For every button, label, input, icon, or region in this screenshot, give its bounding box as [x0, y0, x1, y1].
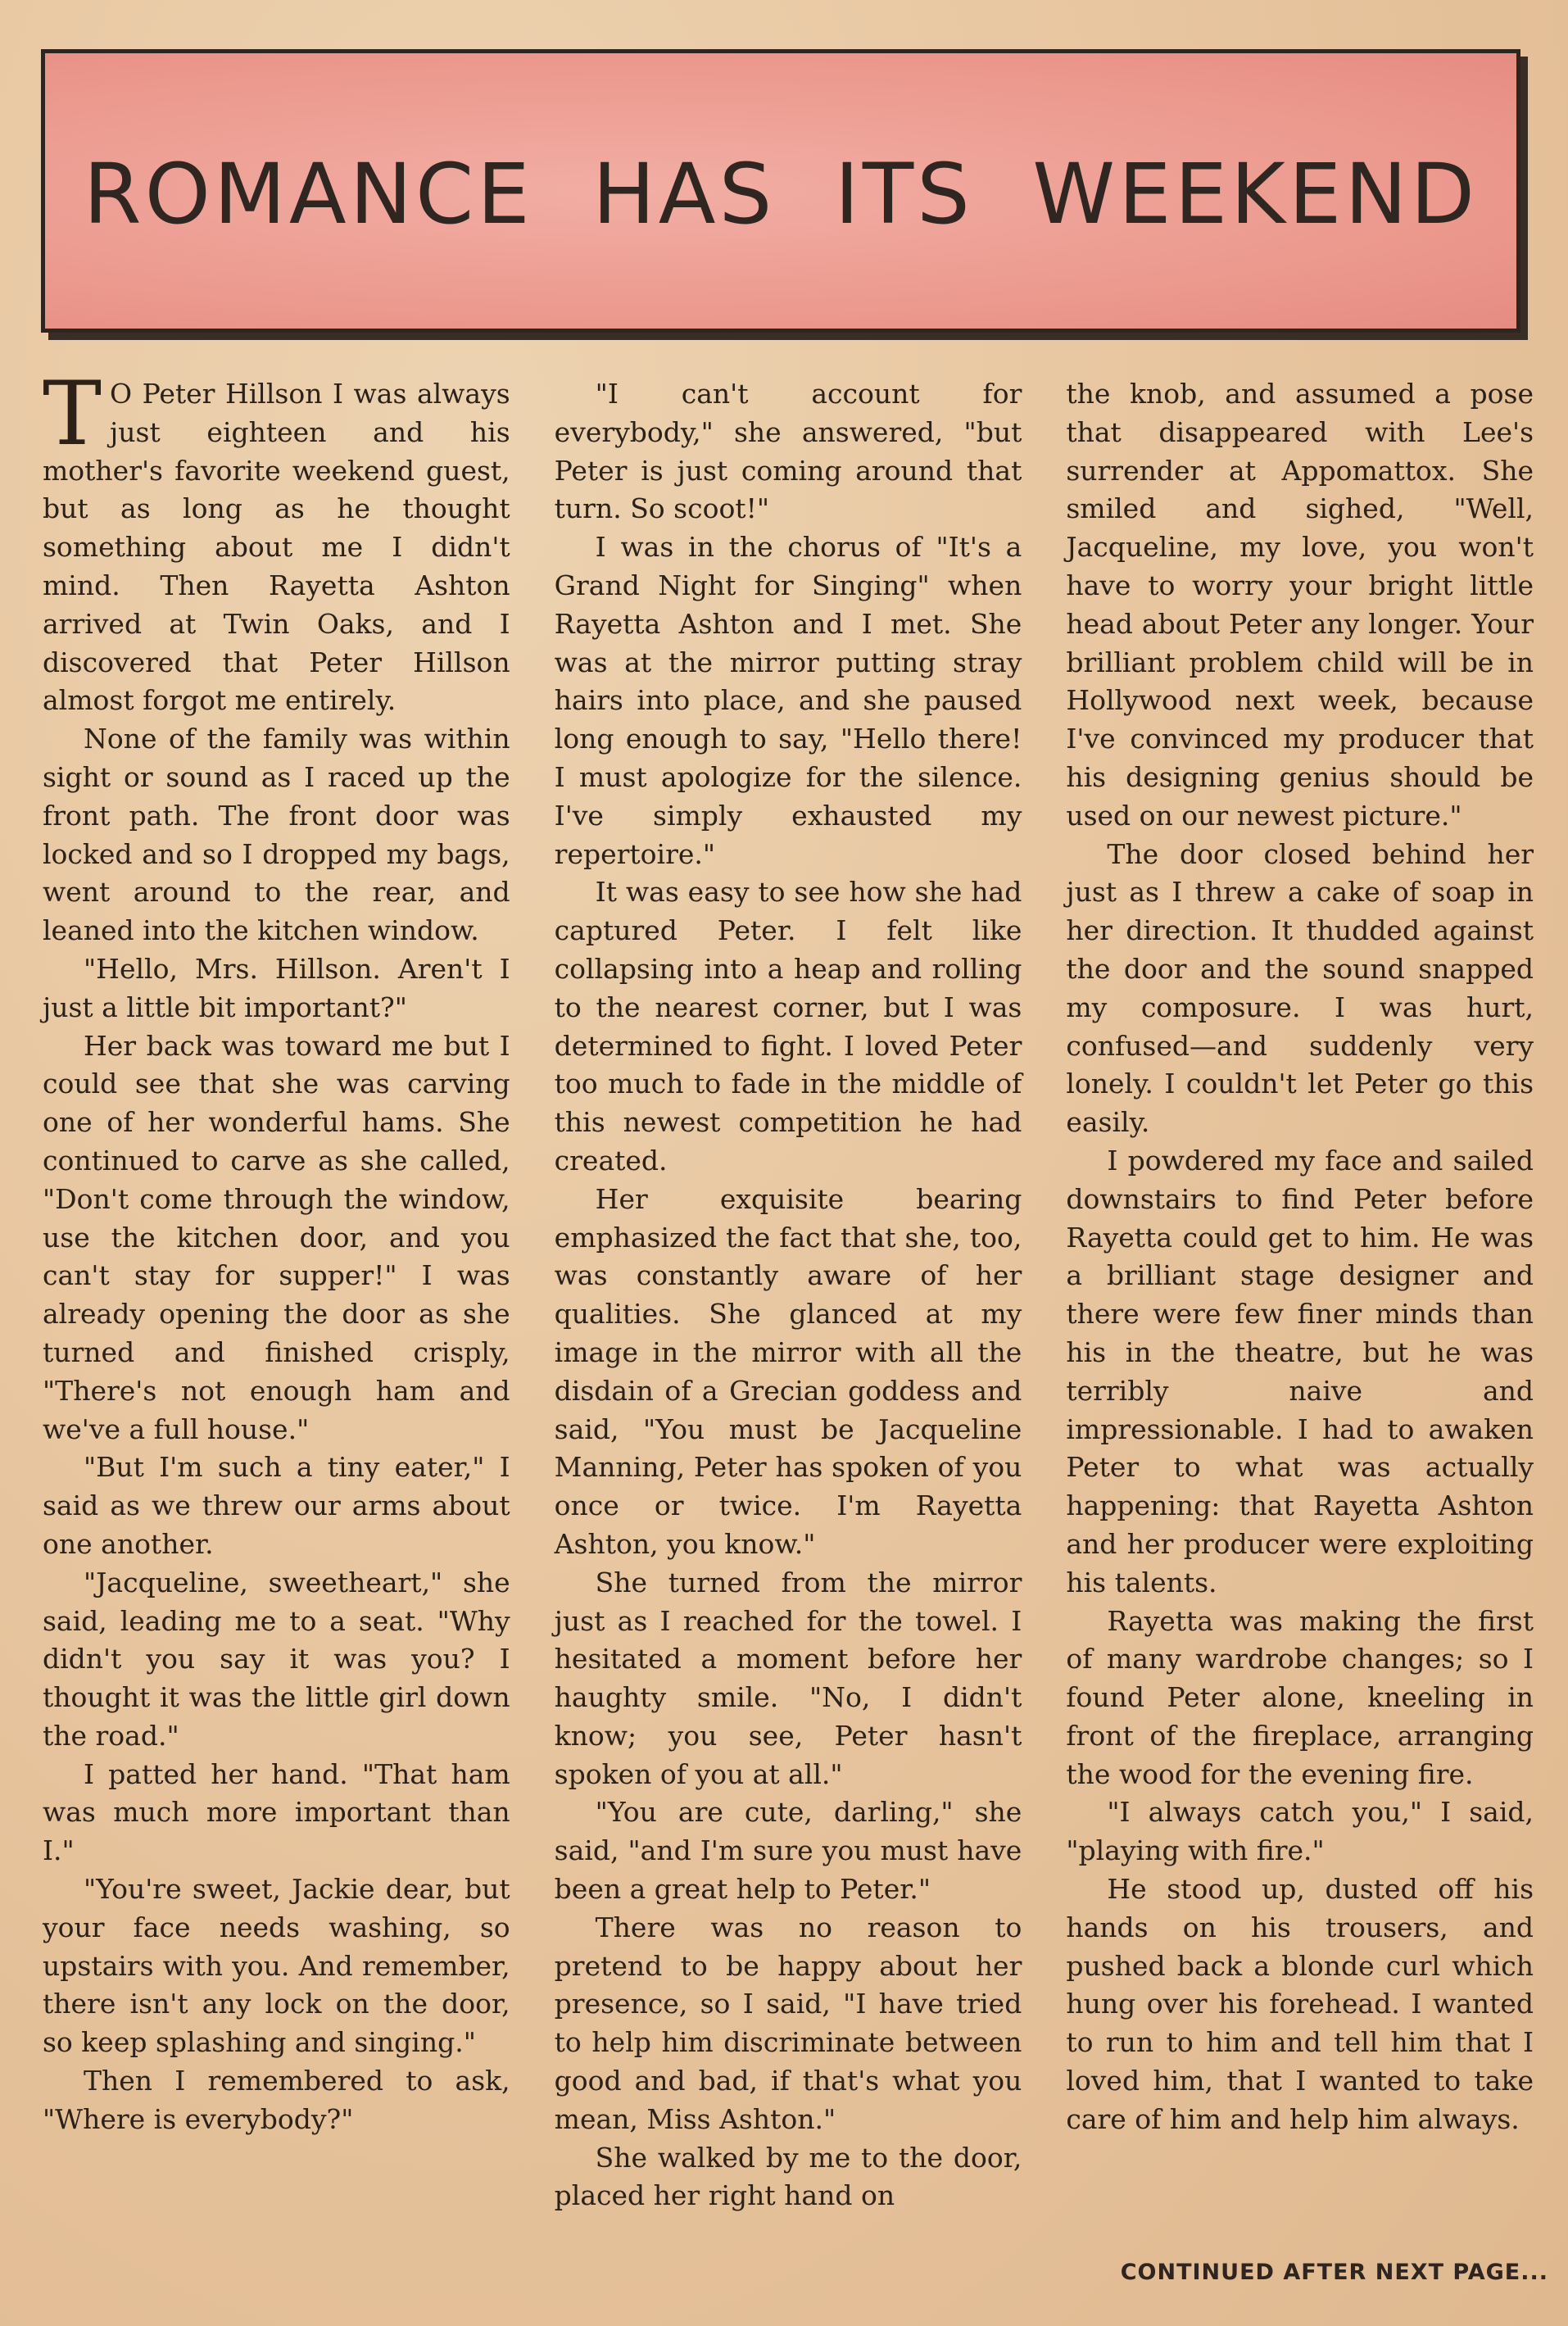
article-body	[43, 363, 1534, 2251]
paragraph: I was in the chorus of "It's a Grand Night for Singing" when Rayetta Ashton and I met. She was at the mirror putting stray hairs into place, and she paused long enough to say, "Hello there! I must apologize for the silence. I've simply exhausted my repertoire."	[554, 531, 1022, 870]
paragraph: I patted her hand. "That ham was much more important than I."	[43, 1757, 510, 1867]
paragraph: She turned from the mirror just as I reached for the towel. I hesitated a moment before her haughty smile. "No, I didn't know; you see, Peter hasn't spoken of you at all."	[554, 1566, 1022, 1790]
paragraph: None of the family was within sight or sound as I raced up the front path. The front door was locked and so I dropped my bags, went around to the rear, and leaned into the kitchen window.	[43, 723, 510, 947]
drop-cap: T	[43, 363, 102, 465]
paragraph: I powdered my face and sailed downstairs to find Peter before Rayetta could get to him. He was a brilliant stage designer and there were few finer minds than his in the theatre, but he was terribly naive and impressionable. I had to awaken Peter to what was actually happening: that Rayetta Ashton and her producer were exploiting his talents.	[1066, 1144, 1534, 1598]
paragraph: "You are cute, darling," she said, "and I'm sure you must have been a great help to Peter."	[554, 1796, 1022, 1906]
opening-paragraph	[43, 363, 510, 720]
paragraph: "But I'm such a tiny eater," I said as we threw our arms about one another.	[43, 1451, 510, 1560]
title-banner	[41, 49, 1520, 333]
opening-paragraph-text: O Peter Hillson I was always just eighteen and his mother's favorite weekend guest, but as long as he thought something about me I didn't mind. Then Rayetta Ashton arrived at Twin Oaks, and I discovered that Peter Hillson almost forgot me entirely.	[43, 378, 510, 717]
paragraph: It was easy to see how she had captured Peter. I felt like collapsing into a heap and rolling to the nearest corner, but I was determined to fight. I loved Peter too much to fade in the middle of this newest competition he had created.	[554, 876, 1022, 1177]
paragraph: Rayetta was making the first of many wardrobe changes; so I found Peter alone, kneeling in front of the fireplace, arranging the wood for the evening fire.	[1066, 1604, 1534, 1790]
story-title: ROMANCE HAS ITS WEEKEND	[83, 145, 1479, 243]
continued-notice: CONTINUED AFTER NEXT PAGE...	[1120, 2260, 1548, 2285]
paragraph: There was no reason to pretend to be happy about her presence, so I said, "I have tried to help him discriminate between good and bad, if that's what you mean, Miss Ashton."	[554, 1911, 1022, 2135]
paragraph: "Jacqueline, sweetheart," she said, leading me to a seat. "Why didn't you say it was you? I thought it was the little girl down the road."	[43, 1566, 510, 1752]
column-2	[555, 375, 1022, 2251]
paragraph: "I can't account for everybody," she answered, "but Peter is just coming around that turn. So scoot!"	[554, 378, 1022, 525]
paragraph: "I always catch you," I said, "playing with fire."	[1066, 1796, 1534, 1867]
paragraph: The door closed behind her just as I threw a cake of soap in her direction. It thudded against the door and the sound snapped my composure. I was hurt, confused—and suddenly very lonely. I couldn't let Peter go this easily.	[1066, 837, 1534, 1139]
paragraph: She walked by me to the door, placed her right hand on	[554, 2141, 1022, 2212]
continued-paragraph: the knob, and assumed a pose that disappeared with Lee's surrender at Appomattox. She smiled and sighed, "Well, Jacqueline, my love, you won't have to worry your bright little head about Peter any longer. Your brilliant problem child will be in Hollywood next week, because I've convinced my producer that his designing genius should be used on our newest picture."	[1066, 378, 1534, 832]
paragraph: Then I remembered to ask, "Where is everybody?"	[43, 2065, 510, 2135]
column-1	[43, 363, 510, 2251]
paragraph: "Hello, Mrs. Hillson. Aren't I just a little bit important?"	[43, 952, 510, 1023]
column-3	[1066, 375, 1534, 2251]
paragraph: Her exquisite bearing emphasized the fact that she, too, was constantly aware of her qualities. She glanced at my image in the mirror with all the disdain of a Grecian goddess and said, "You must be Jacqueline Manning, Peter has spoken of you once or twice. I'm Rayetta Ashton, you know."	[554, 1182, 1022, 1560]
paragraph: "You're sweet, Jackie dear, but your face needs washing, so upstairs with you. And remember, there isn't any lock on the door, so keep splashing and singing."	[43, 1873, 510, 2059]
paragraph: He stood up, dusted off his hands on his trousers, and pushed back a blonde curl which hung over his forehead. I wanted to run to him and tell him that I loved him, that I wanted to take care of him and help him always.	[1066, 1873, 1534, 2135]
paragraph: Her back was toward me but I could see that she was carving one of her wonderful hams. She continued to carve as she called, "Don't come through the window, use the kitchen door, and you can't stay for supper!" I was already opening the door as she turned and finished crisply, "There's not enough ham and we've a full house."	[43, 1029, 510, 1445]
